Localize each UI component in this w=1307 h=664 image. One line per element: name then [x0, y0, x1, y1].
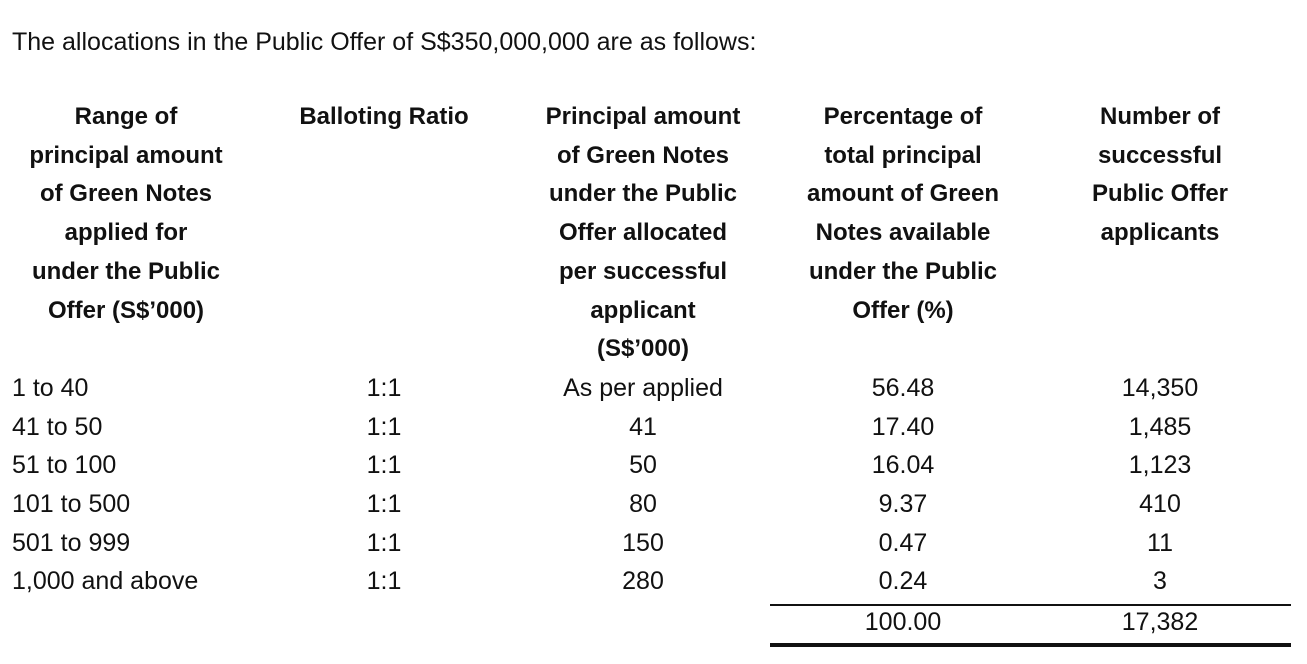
cell-range: 501 to 999: [12, 528, 131, 557]
header-applicants-line: successful: [1097, 141, 1223, 169]
cell-allocated: 41: [629, 412, 657, 441]
header-range-line: under the Public: [31, 257, 220, 285]
cell-range: 101 to 500: [12, 490, 131, 519]
header-ratio-line: Balloting Ratio: [299, 103, 469, 130]
header-applicants: [1040, 98, 1280, 253]
cell-range: 1,000 and above: [12, 567, 199, 596]
header-range-line: of Green Notes: [39, 180, 213, 208]
header-allocated-line: under the Public: [548, 180, 737, 208]
cell-ratio: 1:1: [366, 451, 402, 480]
header-range-line: Range of: [74, 103, 178, 130]
header-allocated-line: applicant: [590, 296, 696, 324]
header-ratio: [270, 98, 498, 137]
cell-applicants: 14,350: [1121, 374, 1199, 402]
header-allocated-line: (S$’000): [596, 335, 690, 363]
header-range-line: principal amount: [29, 141, 223, 169]
cell-percentage: 0.24: [878, 567, 928, 596]
cell-applicants: 1,485: [1128, 412, 1192, 441]
cell-ratio: 1:1: [366, 528, 402, 557]
cell-percentage: 17.40: [871, 412, 935, 441]
header-allocated-line: Principal amount: [545, 103, 741, 130]
header-percentage: [782, 98, 1024, 330]
header-percentage-line: under the Public: [808, 257, 997, 285]
intro-text: The allocations in the Public Offer of S$350,000,000 are as follows:: [12, 28, 757, 56]
table-row: [0, 408, 1307, 447]
total-applicants: 17,382: [1121, 608, 1199, 636]
cell-allocated: 280: [622, 567, 664, 596]
allocation-table-body: [0, 369, 1307, 601]
header-allocated-line: Offer allocated: [558, 219, 728, 247]
header-percentage-line: Offer (%): [852, 296, 954, 324]
cell-range: 51 to 100: [12, 451, 117, 480]
cell-applicants: 11: [1147, 528, 1173, 557]
header-range-line: applied for: [64, 219, 188, 247]
header-allocated-line: of Green Notes: [556, 141, 730, 169]
header-percentage-line: amount of Green: [806, 180, 999, 208]
cell-range: 1 to 40: [12, 374, 89, 402]
cell-percentage: 9.37: [878, 490, 928, 519]
cell-applicants: 1,123: [1128, 451, 1192, 480]
table-row: [0, 446, 1307, 485]
total-percentage: 100.00: [864, 608, 942, 636]
cell-percentage: 56.48: [871, 374, 935, 402]
table-row: [0, 369, 1307, 408]
header-range-line: Offer (S$’000): [47, 296, 205, 324]
cell-allocated: 150: [622, 528, 664, 557]
cell-range: 41 to 50: [12, 412, 103, 441]
total-double-rule: [770, 643, 1291, 647]
header-percentage-line: total principal: [824, 141, 982, 169]
cell-allocated: 50: [629, 451, 657, 480]
totals-row: [0, 603, 1307, 641]
table-row: [0, 524, 1307, 563]
cell-percentage: 0.47: [878, 528, 928, 557]
header-percentage-line: Percentage of: [823, 103, 983, 130]
table-row: [0, 562, 1307, 601]
header-applicants-line: applicants: [1100, 219, 1220, 247]
cell-ratio: 1:1: [366, 412, 402, 441]
cell-percentage: 16.04: [871, 451, 935, 480]
header-allocated: [518, 98, 768, 369]
cell-allocated: As per applied: [563, 374, 723, 402]
cell-ratio: 1:1: [366, 374, 402, 402]
header-percentage-line: Notes available: [815, 219, 991, 247]
cell-allocated: 80: [629, 490, 657, 519]
cell-applicants: 410: [1139, 490, 1181, 519]
header-applicants-line: Number of: [1100, 103, 1220, 130]
cell-ratio: 1:1: [366, 490, 402, 519]
cell-ratio: 1:1: [366, 567, 402, 596]
header-applicants-line: Public Offer: [1091, 180, 1229, 208]
header-range: [0, 98, 252, 330]
header-allocated-line: per successful: [558, 257, 728, 285]
cell-applicants: 3: [1153, 567, 1167, 596]
table-row: [0, 485, 1307, 524]
